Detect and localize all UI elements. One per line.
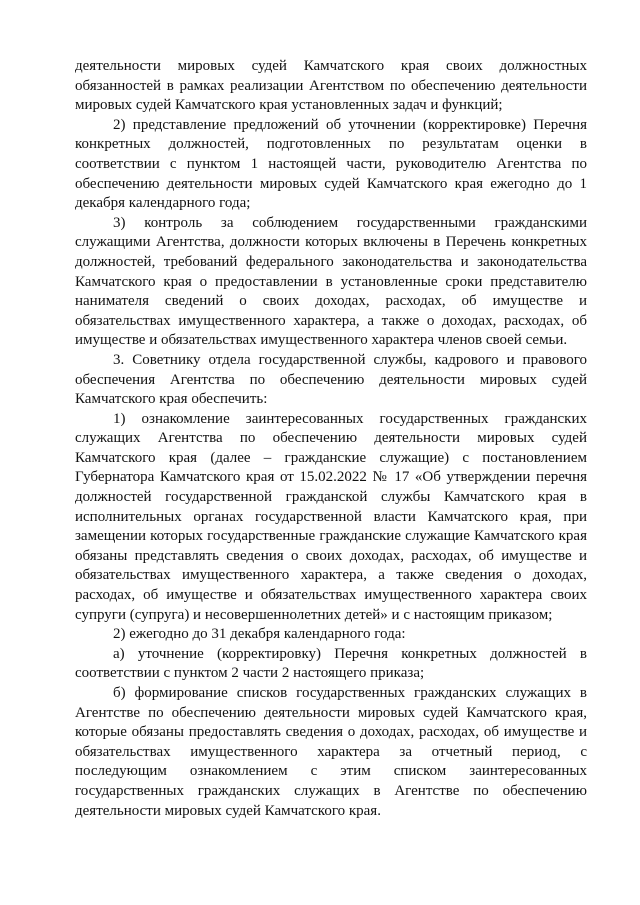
paragraph-subitem-2: 2) ежегодно до 31 декабря календарного года: — [113, 626, 406, 643]
document-page — [75, 57, 587, 821]
paragraph-item-2: 2) представление предложений об уточнении (корректировке) Перечня конкретных должностей, подготовленных по результатам оценки в соответствии с пунктом 1 настоящей части, руководителю Агентства по обеспечению деятельности мировых судей Камчатского края ежегодно до 1 декабря календарного года; — [75, 116, 587, 212]
paragraph-subitem-b: б) формирование списков государственных гражданских служащих в Агентстве по обеспечению деятельности мировых судей Камчатского края, которые обязаны предоставлять сведения о доходах, расходах, об имуществе и обязательствах имущественного характера за отчетный период, с последующим ознакомлением с этим списком заинтересованных государственных гражданских служащих в Агентстве по обеспечению деятельности мировых судей Камчатского края. — [75, 685, 587, 819]
paragraph-subitem-1: 1) ознакомление заинтересованных государственных гражданских служащих Агентства по обеспечению деятельности мировых судей Камчатского края (далее – гражданские служащие) с постановлением Губернатора Камчатского края от 15.02.2022 № 17 «Об утверждении перечня должностей государственной гражданской службы Камчатского края в исполнительных органах государственной власти Камчатского края, при замещении которых государственные гражданские служащие Камчатского края обязаны представлять сведения о своих доходах, расходах, об имуществе и обязательствах имущественного характера, а также сведения о доходах, расходах, об имуществе и обязательствах имущественного характера своих супруги (супруга) и несовершеннолетних детей» и с настоящим приказом; — [75, 410, 587, 623]
paragraph-continuation: деятельности мировых судей Камчатского края своих должностных обязанностей в рамках реализации Агентством по обеспечению деятельности мировых судей Камчатского края установленных задач и функций; — [75, 58, 587, 114]
paragraph-item-3: 3) контроль за соблюдением государственными гражданскими служащими Агентства, должности которых включены в Перечень конкретных должностей, требований федерального законодательства и законодательства Камчатского края о предоставлении в установленные сроки представителю нанимателя сведений о своих доходах, расходах, об имуществе и обязательствах имущественного характера, а также о доходах, расходах, об имуществе и обязательствах имущественного характера членов своей семьи. — [75, 214, 587, 349]
paragraph-section-3: 3. Советнику отдела государственной службы, кадрового и правового обеспечения Агентства по обеспечению деятельности мировых судей Камчатского края обеспечить: — [75, 351, 587, 408]
paragraph-subitem-a: а) уточнение (корректировку) Перечня конкретных должностей в соответствии с пунктом 2 части 2 настоящего приказа; — [75, 645, 587, 682]
